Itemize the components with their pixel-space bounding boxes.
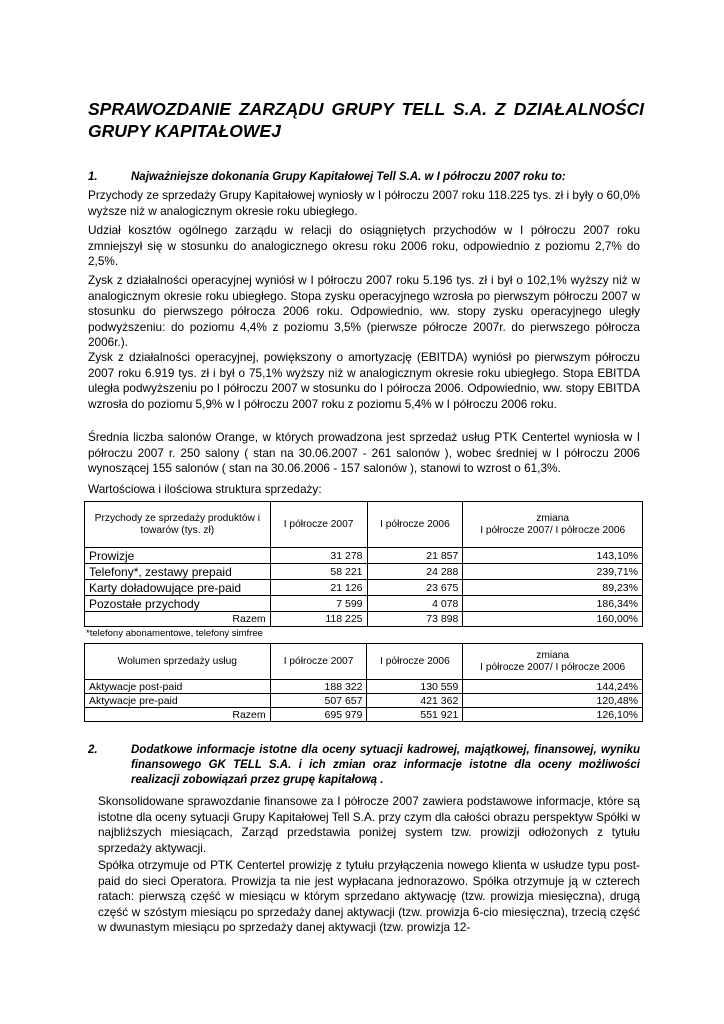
- table-row: [85, 548, 643, 564]
- row-label: Razem: [85, 612, 271, 627]
- paragraph-operating-profit: Zysk z działalności operacyjnej wyniósł w I półroczu 2007 roku 5.196 tys. zł i był o 102,1% wyższy niż w analogicznym okresie roku ubiegłego. Stopa zysku operacyjnego wzrosła po pierwszym półroczu 2007 w stosunku do pierwszego półrocza 2006 roku. Odpowiednio, ww. stopy zysku operacyjnego uległy podwyższeniu: do poziomu 4,4% z poziomu 3,5% (pierwsze półrocze 2007r. do pierwszego półrocza 2006r.).: [88, 273, 640, 349]
- table-header-period: I półrocze 2007/ I półrocze 2006: [480, 661, 626, 673]
- table-footnote: *telefony abonamentowe, telefony simfree: [86, 628, 263, 639]
- cell-value: 58 221: [270, 564, 367, 580]
- cell-value: 188 322: [270, 680, 367, 694]
- title-line-1: SPRAWOZDANIE ZARZĄDU GRUPY TELL S.A. Z DZIAŁALNOŚCI: [88, 99, 644, 119]
- table-header-cell: I półrocze 2006: [367, 644, 463, 680]
- cell-value: 126,10%: [463, 708, 643, 722]
- section-1-number: 1.: [88, 171, 98, 183]
- cell-value: 7 599: [270, 596, 367, 612]
- cell-value: 160,00%: [463, 612, 643, 627]
- row-label: Aktywacje pre-paid: [85, 694, 271, 708]
- table-header-row: [85, 644, 643, 680]
- cell-value: 507 657: [270, 694, 367, 708]
- cell-value: 551 921: [367, 708, 463, 722]
- row-label: Karty doładowujące pre-paid: [85, 580, 271, 596]
- paragraph-commission-system: Spółka otrzymuje od PTK Centertel prowizję z tytułu przyłączenia nowego klienta w usłudze typu post-paid do sieci Operatora. Prowizja ta nie jest wypłacana jednorazowo. Spółka otrzymuje ją w czterech ratach: pierwszą część w miesiącu w którym sprzedano aktywację (tzw. prowizja miesięczna), drugą część w szóstym miesiącu po sprzedaży danej aktywacji (tzw. prowizja 6-cio miesięczna), trzecią część w dwunastym miesiącu po sprzedaży danej aktywacji (tzw. prowizja 12-: [98, 858, 640, 934]
- cell-value: 31 278: [270, 548, 367, 564]
- report-title: [88, 98, 644, 142]
- section-2-heading: [88, 743, 640, 788]
- cell-value: 89,23%: [463, 580, 643, 596]
- sales-revenue-table: [84, 501, 643, 627]
- cell-value: 695 979: [270, 708, 367, 722]
- cell-value: 24 288: [367, 564, 463, 580]
- cell-value: 421 362: [367, 694, 463, 708]
- row-label: Pozostałe przychody: [85, 596, 271, 612]
- paragraph-structure-intro: Wartościowa i ilościowa struktura sprzedaży:: [88, 482, 322, 496]
- table-header-cell: I półrocze 2007: [270, 502, 367, 548]
- cell-value: 21 857: [367, 548, 463, 564]
- table-row: [85, 580, 643, 596]
- table-header-cell: Przychody ze sprzedaży produktów i towarów (tys. zł): [85, 502, 271, 548]
- cell-value: 4 078: [367, 596, 463, 612]
- table-header-change: zmiana: [536, 512, 570, 524]
- table-header-row: [85, 502, 643, 548]
- cell-value: 143,10%: [463, 548, 643, 564]
- cell-value: 21 126: [270, 580, 367, 596]
- section-2-heading-text: Dodatkowe informacje istotne dla oceny sytuacji kadrowej, majątkowej, finansowej, wyniku finansowego GK TELL S.A. i ich zmian oraz informacje istotne dla oceny możliwości realizacji zobowiązań przez grupę kapitałową .: [131, 744, 640, 786]
- table-header-cell: [463, 644, 643, 680]
- paragraph-revenue: Przychody ze sprzedaży Grupy Kapitałowej wyniosły w I półroczu 2007 roku 118.225 tys. zł i były o 60,0% wyższe niż w analogicznym okresie roku ubiegłego.: [88, 188, 640, 218]
- section-2-number: 2.: [88, 744, 98, 756]
- cell-value: 130 559: [367, 680, 463, 694]
- table-header-cell: I półrocze 2007: [270, 644, 367, 680]
- table-total-row: [85, 708, 643, 722]
- cell-value: 144,24%: [463, 680, 643, 694]
- cell-value: 239,71%: [463, 564, 643, 580]
- table-row: [85, 680, 643, 694]
- paragraph-consolidated-report: Skonsolidowane sprawozdanie finansowe za I półrocze 2007 zawiera podstawowe informacje, które są istotne dla oceny sytuacji Grupy Kapitałowej Tell S.A. przy czym dla całości obrazu perspektyw Spółki w najbliższych miesiącach, Zarząd przedstawia poniżej system tzw. prowizji odłożonych z tytułu sprzedaży aktywacji.: [98, 794, 640, 855]
- table-row: [85, 694, 643, 708]
- section-1-heading: [88, 170, 644, 185]
- row-label: Razem: [85, 708, 271, 722]
- table-header-change: zmiana: [536, 649, 570, 661]
- service-volume-table: [84, 643, 643, 722]
- cell-value: 120,48%: [463, 694, 643, 708]
- table-header-cell: I półrocze 2006: [367, 502, 463, 548]
- section-1-heading-text: Najważniejsze dokonania Grupy Kapitałowej Tell S.A. w I półroczu 2007 roku to:: [131, 171, 566, 183]
- row-label: Prowizje: [85, 548, 271, 564]
- table-total-row: [85, 612, 643, 627]
- title-line-2: GRUPY KAPITAŁOWEJ: [88, 121, 281, 141]
- table-row: [85, 596, 643, 612]
- paragraph-salons: Średnia liczba salonów Orange, w których prowadzona jest sprzedaż usług PTK Centertel wyniosła w I półroczu 2007 r. 250 salony ( stan na 30.06.2007 - 261 salonów ), wobec średniej w I półroczu 2006 wynoszącej 155 salonów ( stan na 30.06.2006 - 157 salonów ), stanowi to wzrost o 61,3%.: [88, 430, 640, 475]
- cell-value: 118 225: [270, 612, 367, 627]
- cell-value: 23 675: [367, 580, 463, 596]
- table-header-cell: [463, 502, 643, 548]
- cell-value: 73 898: [367, 612, 463, 627]
- paragraph-ebitda: Zysk z działalności operacyjnej, powiększony o amortyzację (EBITDA) wyniósł po pierwszym półroczu 2007 roku 6.919 tys. zł i był o 75,1% wyższy niż w analogicznym okresie roku ubiegłego. Stopa EBITDA uległa podwyższeniu po I półroczu 2007 w stosunku do I półrocza 2006. Odpowiednio, ww. stopy EBITDA wzrosła do poziomu 5,9% w I półroczu 2007 roku z poziomu 5,4% w I półroczu 2006 roku.: [88, 350, 640, 411]
- paragraph-costs: Udział kosztów ogólnego zarządu w relacji do osiągniętych przychodów w I półroczu 2007 roku zmniejszył się w stosunku do analogicznego okresu roku 2006 roku, odpowiednio z poziomu 2,7% do 2,5%.: [88, 223, 640, 268]
- table-header-period: I półrocze 2007/ I półrocze 2006: [480, 524, 626, 536]
- table-header-cell: Wolumen sprzedaży usług: [85, 644, 271, 680]
- table-row: [85, 564, 643, 580]
- cell-value: 186,34%: [463, 596, 643, 612]
- row-label: Telefony*, zestawy prepaid: [85, 564, 271, 580]
- row-label: Aktywacje post-paid: [85, 680, 271, 694]
